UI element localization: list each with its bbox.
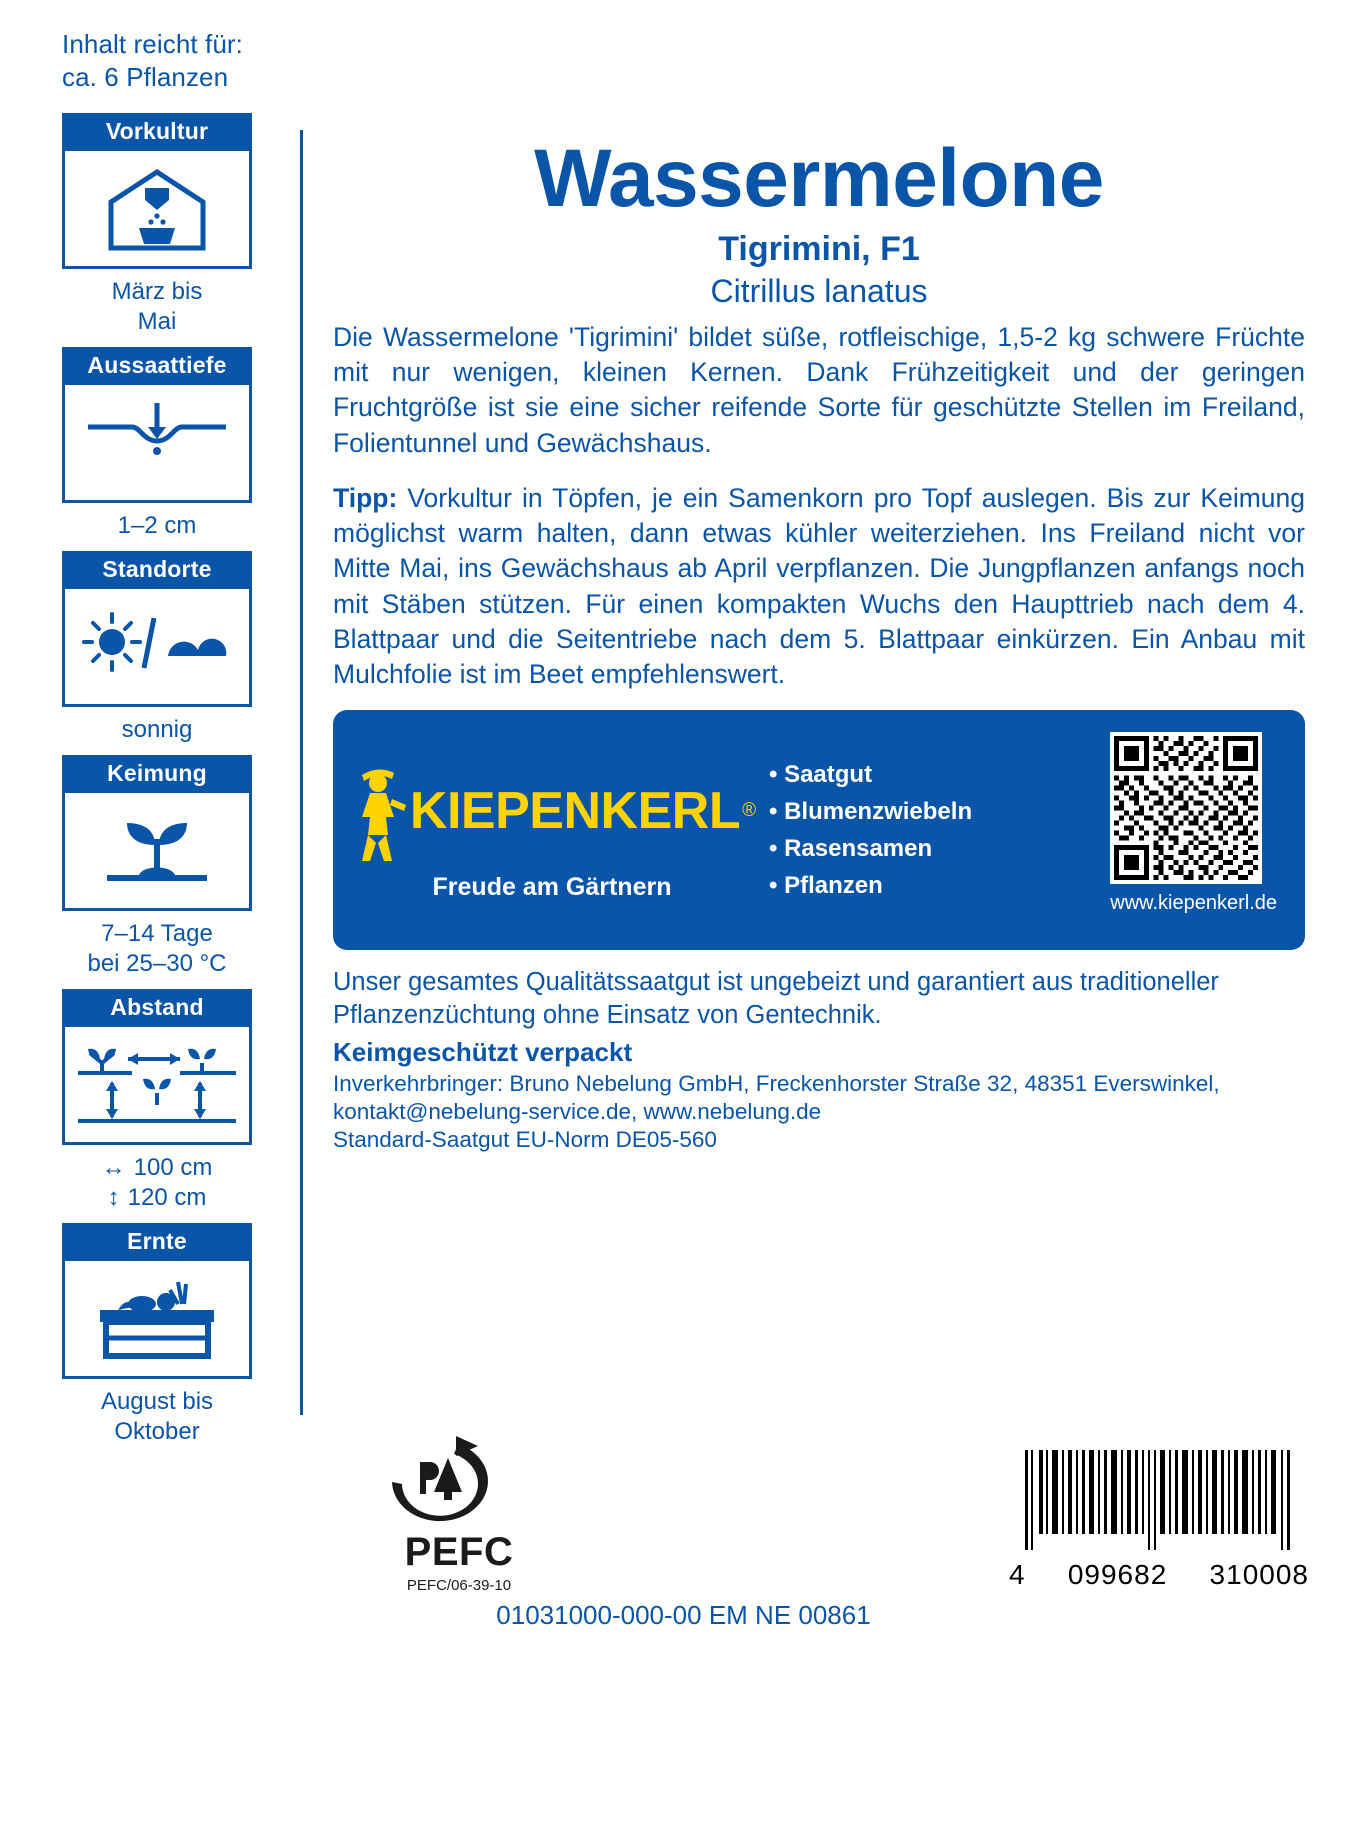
arrow-horizontal-icon: ↔ xyxy=(101,1153,126,1181)
plant-spacing-icon xyxy=(62,1027,252,1145)
info-block-title: Abstand xyxy=(62,989,252,1027)
info-block-aussaattiefe xyxy=(62,347,252,545)
info-block-title: Ernte xyxy=(62,1223,252,1261)
barcode-icon xyxy=(1009,1448,1309,1558)
barcode-digit-group: 099682 xyxy=(1067,1559,1168,1590)
content-for-text xyxy=(62,28,274,95)
description-text: Die Wassermelone 'Tigrimini' bildet süße, rotfleischige, 1,5-2 kg schwere Früchte mit nur wenigen, kleinen Kernen. Dank Frühzeitigkeit und der geringen Fruchtgröße ist sie eine sicher reifende Sorte für geschützte Stellen im Freiland, Folientunnel und Gewächshaus. xyxy=(333,321,1305,458)
list-item: • Blumenzwiebeln xyxy=(769,793,972,830)
latin-name: Citrillus lanatus xyxy=(710,272,928,309)
product-bullet-list xyxy=(769,756,972,905)
info-block-caption xyxy=(62,1145,252,1217)
spacing-vertical: ↕ 120 cm xyxy=(107,1183,207,1211)
info-block-caption: März bis Mai xyxy=(111,277,203,335)
standard-info: Standard-Saatgut EU-Norm DE05-560 xyxy=(333,1127,717,1153)
content-for-line2: ca. 6 Pflanzen xyxy=(62,62,229,93)
info-block-title: Vorkultur xyxy=(62,113,252,151)
main-content xyxy=(333,133,1305,1155)
barcode-digit-group: 310008 xyxy=(1209,1559,1309,1590)
brand-website: www.kiepenkerl.de xyxy=(1110,892,1277,915)
pefc-logo-icon xyxy=(384,1432,534,1528)
tip-paragraph xyxy=(333,481,1305,692)
pefc-label: PEFC xyxy=(404,1530,514,1574)
info-block-caption: August bis Oktober xyxy=(100,1387,214,1445)
quality-statement: Unser gesamtes Qualitätssaatgut ist ungebeizt und garantiert aus traditioneller Pflanzenzüchtung ohne Einsatz von Gentechnik. xyxy=(333,968,1219,1030)
info-block-caption: 7–14 Tage bei 25–30 °C xyxy=(87,919,227,977)
kiepenkerl-figure-icon xyxy=(348,759,410,863)
arrow-vertical-icon: ↕ xyxy=(107,1183,120,1211)
content-for-line1: Inhalt reicht für: xyxy=(62,29,243,59)
kiepenkerl-logo xyxy=(357,759,757,902)
page-title: Wassermelone xyxy=(534,133,1104,224)
info-block-title: Keimung xyxy=(62,755,252,793)
qr-code-block xyxy=(1110,732,1277,915)
tip-text: Vorkultur in Töpfen, je ein Samenkorn pro Topf auslegen. Bis zur Keimung möglichst warm halten, dann etwas kühler weiterziehen. Ins Freiland nicht vor Mitte Mai, ins Gewächshaus ab April verpflanzen. Die Jungpflanzen anfangs noch mit Stäben stützen. Für einen kompakten Wuchs den Haupttrieb nach dem 4. Blattpaar und die Seitentriebe nach dem 5. Blattpaar einkürzen. Ein Anbau mit Mulchfolie ist im Beet empfehlenswert. xyxy=(333,482,1305,689)
list-item: • Pflanzen xyxy=(769,867,972,904)
variety-name: Tigrimini, F1 xyxy=(718,229,920,268)
brand-banner xyxy=(333,710,1305,950)
info-block-title: Aussaattiefe xyxy=(62,347,252,385)
list-item: • Rasensamen xyxy=(769,830,972,867)
info-block-keimung xyxy=(62,755,252,983)
registered-mark: ® xyxy=(742,799,757,821)
distributor-info: Inverkehrbringer: Bruno Nebelung GmbH, Freckenhorster Straße 32, 48351 Everswinkel, kontakt@nebelung-service.de, www.nebelung.de xyxy=(333,1070,1220,1124)
info-block-caption: sonnig xyxy=(121,715,193,743)
tip-label: Tipp: xyxy=(333,482,398,513)
pefc-code: PEFC/06-39-10 xyxy=(406,1577,512,1594)
list-item: • Saatgut xyxy=(769,756,972,793)
spacing-horizontal: ↔ 100 cm xyxy=(101,1153,213,1181)
barcode-block xyxy=(1009,1448,1309,1591)
brand-slogan: Freude am Gärtnern xyxy=(432,872,672,901)
qr-code-icon xyxy=(1110,732,1262,884)
barcode-digit-group: 4 xyxy=(1009,1559,1026,1590)
germ-protected-label: Keimgeschützt verpackt xyxy=(333,1036,633,1067)
info-block-abstand xyxy=(62,989,252,1217)
sun-cloud-icon xyxy=(62,589,252,707)
icon-sidebar xyxy=(62,28,274,1457)
barcode-digits xyxy=(1009,1559,1309,1591)
pefc-certification xyxy=(384,1432,534,1594)
seedling-icon xyxy=(62,793,252,911)
info-block-standorte xyxy=(62,551,252,749)
article-code: 01031000-000-00 EM NE 00861 xyxy=(496,1600,871,1630)
info-block-ernte xyxy=(62,1223,252,1451)
sowing-depth-icon xyxy=(62,385,252,503)
info-block-title: Standorte xyxy=(62,551,252,589)
info-block-vorkultur xyxy=(62,113,252,341)
vertical-divider xyxy=(300,130,303,1415)
info-block-caption: 1–2 cm xyxy=(117,511,197,539)
greenhouse-sowing-icon xyxy=(62,151,252,269)
brand-name: KIEPENKERL xyxy=(409,781,741,840)
harvest-crate-icon xyxy=(62,1261,252,1379)
